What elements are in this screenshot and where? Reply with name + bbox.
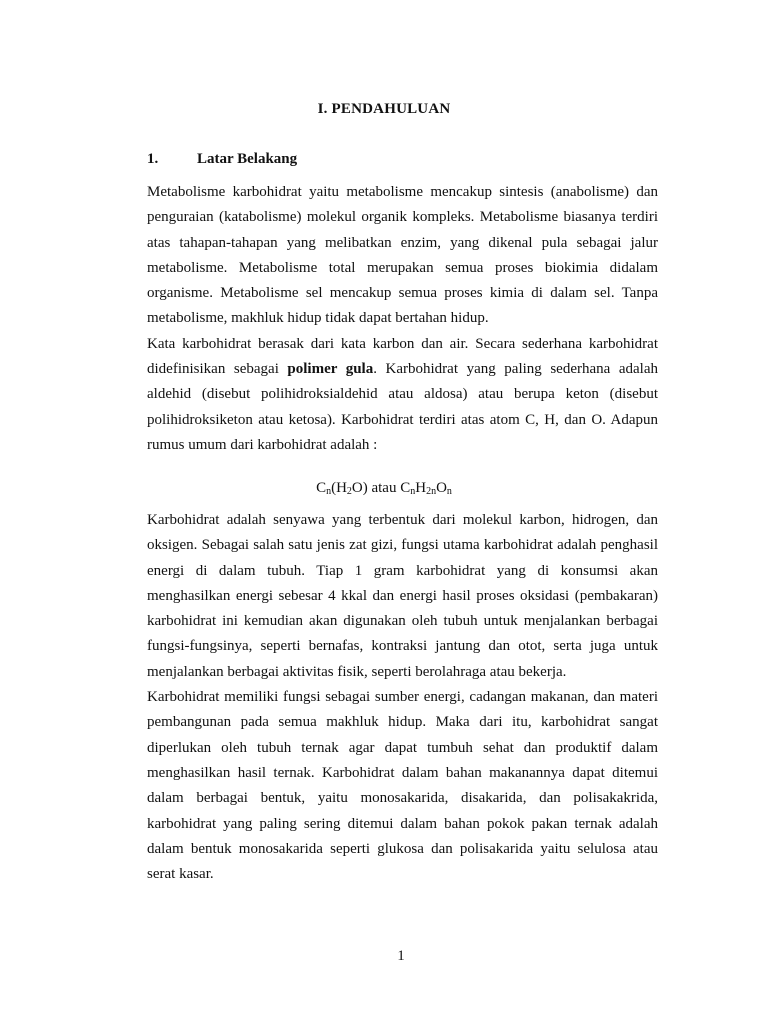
formula-subscript: n (410, 486, 416, 497)
chapter-heading: I. PENDAHULUAN (317, 101, 451, 117)
formula-connector: atau (367, 480, 401, 496)
formula-subscript: 2n (426, 486, 437, 497)
body-text-bottom (147, 508, 658, 887)
section-number: 1. (147, 151, 159, 167)
section-title: Latar Belakang (197, 151, 298, 167)
formula-part: C (316, 480, 327, 496)
paragraph-metabolisme: Metabolisme karbohidrat yaitu metabolisme mencakup sintesis (anabolisme) dan penguraian (katabolisme) molekul organik kompleks. Metabolisme biasanya terdiri atas tahapan-tahapan yang melibatkan enzim, yang dikenal pula sebagai jalur metabolisme. Metabolisme total merupakan semua proses biokimia didalam organisme. Metabolisme sel mencakup semua proses kimia di dalam sel. Tanpa metabolisme, makhluk hidup tidak dapat bertahan hidup. (147, 184, 658, 327)
paragraph-karbohidrat-definisi (147, 332, 658, 458)
formula-part: (H (331, 480, 347, 496)
page-number: 1 (397, 948, 405, 964)
paragraph-text-after: . Karbohidrat yang paling sederhana adalah aldehid (disebut polihidroksialdehid atau aldosa) atau berupa keton (disebut polihidroksiketon atau ketosa). Karbohidrat terdiri atas atom C, H, dan O. Adapun rumus umum dari karbohidrat adalah : (147, 361, 658, 453)
formula-subscript: n (326, 486, 332, 497)
formula-part: O) (351, 480, 368, 496)
formula-subscript: n (446, 486, 452, 497)
paragraph-fungsi-energi: Karbohidrat adalah senyawa yang terbentuk dari molekul karbon, hidrogen, dan oksigen. Sebagai salah satu jenis zat gizi, fungsi utama karbohidrat adalah penghasil energi di dalam tubuh. Tiap 1 gram karbohidrat yang di konsumsi akan menghasilkan energi sebesar 4 kkal dan energi hasil proses oksidasi (pembakaran) karbohidrat ini kemudian akan digunakan oleh tubuh untuk menjalankan berbagai fungsi-fungsinya, seperti bernafas, kontraksi jantung dan otot, serta juga untuk menjalankan berbagai aktivitas fisik, seperti berolahraga atau bekerja. (147, 512, 658, 680)
bold-term-polimer-gula: polimer gula (287, 361, 374, 378)
paragraph-fungsi-ternak: Karbohidrat memiliki fungsi sebagai sumber energi, cadangan makanan, dan materi pembangunan pada semua makhluk hidup. Maka dari itu, karbohidrat sangat diperlukan oleh tubuh ternak agar dapat tumbuh sehat dan produktif dalam menghasilkan hasil ternak. Karbohidrat dalam bahan makanannya dapat ditemui dalam berbagai bentuk, yaitu monosakarida, disakarida, dan polisakakrida, karbohidrat yang paling sering ditemui dalam bahan pokok pakan ternak adalah dalam bentuk monosakarida seperti glukosa dan polisakarida yaitu selulosa atau serat kasar. (147, 689, 658, 883)
paragraph-text-before: Kata karbohidrat berasak dari kata karbon dan air. Secara sederhana karbohidrat didefinisikan sebagai (147, 335, 658, 378)
formula-part: H (415, 480, 427, 496)
body-text-top (147, 180, 658, 458)
formula-part: C (400, 480, 411, 496)
section-heading (147, 151, 297, 168)
chemical-formula (0, 480, 768, 497)
formula-part: O (436, 480, 447, 496)
formula-subscript: 2 (346, 486, 352, 497)
